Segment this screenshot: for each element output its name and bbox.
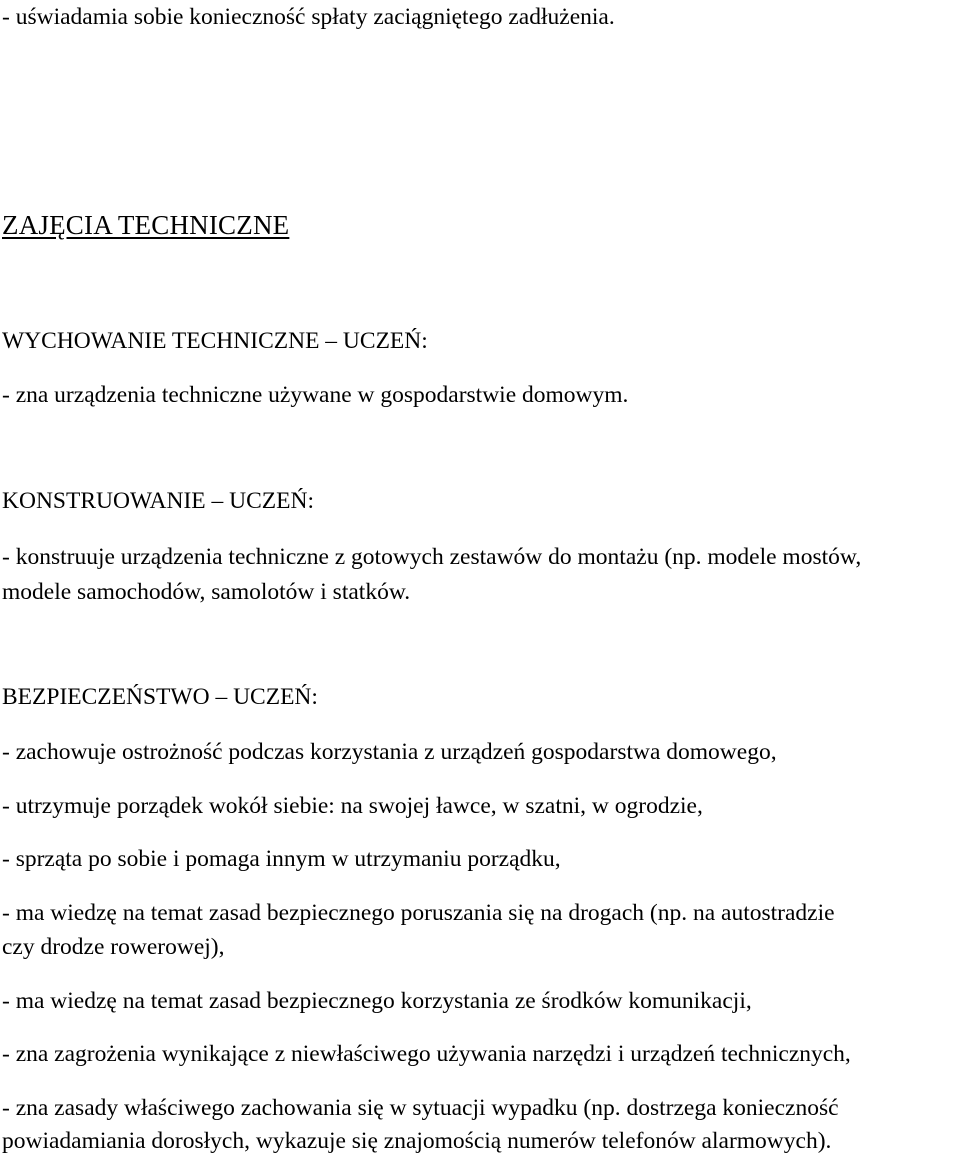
- section-header-bezpieczenstwo: BEZPIECZEŃSTWO – UCZEŃ:: [2, 684, 318, 710]
- list-item: - zna zasady właściwego zachowania się w sytuacji wypadku (np. dostrzega konieczność: [2, 1095, 839, 1121]
- list-item: - zna zagrożenia wynikające z niewłaściwego używania narzędzi i urządzeń technicznych,: [2, 1041, 851, 1067]
- list-item-continuation: modele samochodów, samolotów i statków.: [2, 579, 411, 605]
- list-item: - zachowuje ostrożność podczas korzystania z urządzeń gospodarstwa domowego,: [2, 739, 777, 765]
- list-item-continuation: powiadamiania dorosłych, wykazuje się znajomością numerów telefonów alarmowych).: [2, 1128, 832, 1154]
- list-item: - zna urządzenia techniczne używane w gospodarstwie domowym.: [2, 382, 629, 408]
- list-item: - konstruuje urządzenia techniczne z gotowych zestawów do montażu (np. modele mostów,: [2, 544, 862, 570]
- list-item-continuation: czy drodze rowerowej),: [2, 934, 225, 960]
- list-item: - sprząta po sobie i pomaga innym w utrzymaniu porządku,: [2, 846, 561, 872]
- list-item: - ma wiedzę na temat zasad bezpiecznego korzystania ze środków komunikacji,: [2, 988, 752, 1014]
- section-title: ZAJĘCIA TECHNICZNE: [2, 210, 290, 240]
- section-header-konstruowanie: KONSTRUOWANIE – UCZEŃ:: [2, 488, 315, 514]
- intro-line: - uświadamia sobie konieczność spłaty zaciągniętego zadłużenia.: [2, 4, 615, 30]
- list-item: - utrzymuje porządek wokół siebie: na swojej ławce, w szatni, w ogrodzie,: [2, 793, 703, 819]
- section-header-wychowanie: WYCHOWANIE TECHNICZNE – UCZEŃ:: [2, 328, 428, 354]
- list-item: - ma wiedzę na temat zasad bezpiecznego poruszania się na drogach (np. na autostradzie: [2, 900, 835, 926]
